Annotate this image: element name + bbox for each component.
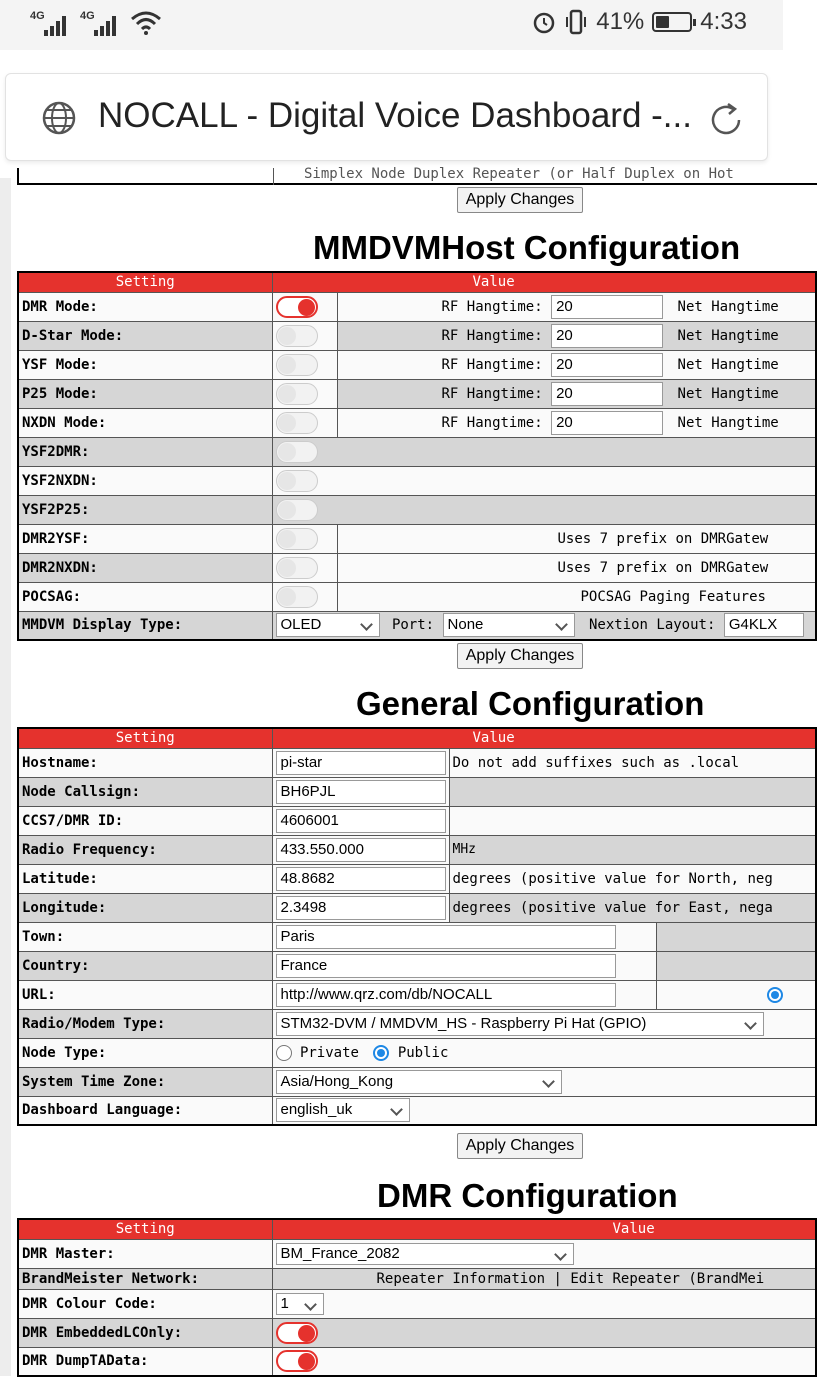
dmr-config-table <box>17 1218 817 1377</box>
dmr2nxdn-note: Uses 7 prefix on DMRGatew <box>337 553 816 582</box>
dmr-master-label: DMR Master: <box>18 1239 272 1268</box>
ysf2p25-toggle[interactable] <box>276 499 318 521</box>
ccs7-label: CCS7/DMR ID: <box>18 806 272 835</box>
general-heading: General Configuration <box>356 685 705 722</box>
colour-code-select[interactable]: 1 <box>276 1293 324 1315</box>
net-hangtime-label: Net Hangtime <box>677 414 779 431</box>
nxdn-mode-toggle[interactable] <box>276 412 318 434</box>
network-type-label: 4G <box>30 10 45 22</box>
colour-code-label: DMR Colour Code: <box>18 1289 272 1318</box>
battery-percent: 41% <box>596 8 645 35</box>
wifi-icon <box>130 10 162 36</box>
modem-row <box>18 1009 816 1038</box>
country-label: Country: <box>18 951 272 980</box>
country-input[interactable]: France <box>276 954 616 978</box>
display-type-select[interactable]: OLED <box>276 613 380 637</box>
cross-mode-row <box>18 437 816 466</box>
reload-icon[interactable] <box>706 100 746 140</box>
cross-mode-label: YSF2NXDN: <box>18 466 272 495</box>
brandmeister-label: BrandMeister Network: <box>18 1268 272 1289</box>
dmr-master-row <box>18 1239 816 1268</box>
node-type-label: Node Type: <box>18 1038 272 1067</box>
public-label: Public <box>397 1044 449 1061</box>
longitude-label: Longitude: <box>18 893 272 922</box>
globe-icon <box>42 101 76 135</box>
clock: 4:33 <box>700 8 747 35</box>
rf-hangtime-label: RF Hangtime: <box>441 414 543 431</box>
apply-changes-button[interactable]: Apply Changes <box>457 1133 583 1159</box>
signal-icon <box>30 10 70 36</box>
cross-mode-row <box>18 553 816 582</box>
latitude-input[interactable]: 48.8682 <box>276 867 446 891</box>
status-bar <box>0 0 783 50</box>
node-type-row <box>18 1038 816 1067</box>
cross-mode-row <box>18 495 816 524</box>
rf-hangtime-input[interactable]: 20 <box>551 411 663 435</box>
cross-mode-row <box>18 582 816 611</box>
mmdvm-config-table <box>17 271 817 641</box>
embedded-lc-row <box>18 1318 816 1347</box>
timezone-select[interactable]: Asia/Hong_Kong <box>276 1070 562 1094</box>
ysf2dmr-toggle[interactable] <box>276 441 318 463</box>
mode-label: DMR Mode: <box>18 292 272 321</box>
scroll-edge <box>0 178 11 1376</box>
dump-ta-label: DMR DumpTAData: <box>18 1347 272 1376</box>
rf-hangtime-label: RF Hangtime: <box>441 356 543 373</box>
embedded-lc-label: DMR EmbeddedLCOnly: <box>18 1318 272 1347</box>
latitude-label: Latitude: <box>18 864 272 893</box>
mode-row <box>18 408 816 437</box>
longitude-input[interactable]: 2.3498 <box>276 896 446 920</box>
public-radio[interactable] <box>373 1045 389 1061</box>
ysf-mode-toggle[interactable] <box>276 354 318 376</box>
network-type-label: 4G <box>80 10 95 22</box>
longitude-note: degrees (positive value for East, nega <box>449 893 816 922</box>
dashboard-page <box>0 166 783 1376</box>
p25-mode-toggle[interactable] <box>276 383 318 405</box>
frequency-unit: MHz <box>449 835 816 864</box>
pocsag-note: POCSAG Paging Features <box>337 582 816 611</box>
mode-label: NXDN Mode: <box>18 408 272 437</box>
display-type-row <box>18 611 816 640</box>
ysf2nxdn-toggle[interactable] <box>276 470 318 492</box>
signal-icon <box>80 10 120 36</box>
rf-hangtime-input[interactable]: 20 <box>551 382 663 406</box>
language-select[interactable]: english_uk <box>276 1098 410 1122</box>
browser-address-bar[interactable] <box>5 73 768 161</box>
dstar-mode-toggle[interactable] <box>276 325 318 347</box>
language-row <box>18 1096 816 1125</box>
embedded-lc-toggle[interactable] <box>276 1322 318 1344</box>
mode-label: D-Star Mode: <box>18 321 272 350</box>
apply-changes-button[interactable]: Apply Changes <box>457 643 583 669</box>
display-type-label: MMDVM Display Type: <box>18 611 272 640</box>
timezone-label: System Time Zone: <box>18 1067 272 1096</box>
ccs7-input[interactable]: 4606001 <box>276 809 446 833</box>
port-select[interactable]: None <box>443 613 575 637</box>
modem-label: Radio/Modem Type: <box>18 1009 272 1038</box>
hostname-label: Hostname: <box>18 748 272 777</box>
language-label: Dashboard Language: <box>18 1096 272 1125</box>
dmr2ysf-note: Uses 7 prefix on DMRGatew <box>337 524 816 553</box>
net-hangtime-label: Net Hangtime <box>677 356 779 373</box>
col-value: Value <box>272 1219 816 1239</box>
cross-mode-label: YSF2DMR: <box>18 437 272 466</box>
frequency-input[interactable]: 433.550.000 <box>276 838 446 862</box>
callsign-row <box>18 777 816 806</box>
dump-ta-toggle[interactable] <box>276 1350 318 1372</box>
previous-row: Simplex Node Duplex Repeater (or Half Duplex on Hot <box>17 168 817 185</box>
mode-label: YSF Mode: <box>18 350 272 379</box>
town-label: Town: <box>18 922 272 951</box>
cross-mode-row <box>18 524 816 553</box>
timezone-row <box>18 1067 816 1096</box>
dmr-heading: DMR Configuration <box>377 1177 678 1214</box>
latitude-row <box>18 864 816 893</box>
cross-mode-label: DMR2YSF: <box>18 524 272 553</box>
col-value: Value <box>272 728 816 748</box>
rf-hangtime-label: RF Hangtime: <box>441 385 543 402</box>
url-row <box>18 980 816 1009</box>
net-hangtime-label: Net Hangtime <box>677 385 779 402</box>
cross-mode-row <box>18 466 816 495</box>
page-title: NOCALL - Digital Voice Dashboard -... <box>98 96 692 135</box>
cross-mode-label: DMR2NXDN: <box>18 553 272 582</box>
dmr2ysf-toggle[interactable] <box>276 528 318 550</box>
brandmeister-row <box>18 1268 816 1289</box>
general-config-table <box>17 727 817 1126</box>
frequency-label: Radio Frequency: <box>18 835 272 864</box>
latitude-note: degrees (positive value for North, neg <box>449 864 816 893</box>
hostname-note: Do not add suffixes such as .local <box>449 748 816 777</box>
dmr-mode-toggle[interactable] <box>276 296 318 318</box>
colour-code-row <box>18 1289 816 1318</box>
pocsag-toggle[interactable] <box>276 586 318 608</box>
mmdvm-heading: MMDVMHost Configuration <box>313 229 741 266</box>
mode-row <box>18 350 816 379</box>
private-radio[interactable] <box>276 1045 292 1061</box>
mode-row <box>18 321 816 350</box>
mode-row <box>18 379 816 408</box>
port-label: Port: <box>391 617 435 634</box>
ccs7-row <box>18 806 816 835</box>
alarm-icon <box>532 10 556 34</box>
url-input[interactable]: http://www.qrz.com/db/NOCALL <box>276 983 616 1007</box>
url-label: URL: <box>18 980 272 1009</box>
mode-label: P25 Mode: <box>18 379 272 408</box>
country-row <box>18 951 816 980</box>
rf-hangtime-input[interactable]: 20 <box>551 324 663 348</box>
dmr-master-select[interactable]: BM_France_2082 <box>276 1243 574 1265</box>
battery-icon <box>652 12 692 32</box>
net-hangtime-label: Net Hangtime <box>677 298 779 315</box>
hostname-row <box>18 748 816 777</box>
rf-hangtime-label: RF Hangtime: <box>441 298 543 315</box>
net-hangtime-label: Net Hangtime <box>677 327 779 344</box>
mode-row <box>18 292 816 321</box>
dump-ta-row <box>18 1347 816 1376</box>
callsign-label: Node Callsign: <box>18 777 272 806</box>
url-auto-radio[interactable] <box>767 987 783 1003</box>
rf-hangtime-label: RF Hangtime: <box>441 327 543 344</box>
frequency-row <box>18 835 816 864</box>
apply-changes-button[interactable]: Apply Changes <box>457 187 583 213</box>
rf-hangtime-input[interactable]: 20 <box>551 353 663 377</box>
col-setting: Setting <box>18 1219 272 1239</box>
callsign-input[interactable]: BH6PJL <box>276 780 446 804</box>
longitude-row <box>18 893 816 922</box>
cross-mode-label: POCSAG: <box>18 582 272 611</box>
brandmeister-links[interactable]: Repeater Information | Edit Repeater (BrandMei <box>272 1268 816 1289</box>
cross-mode-label: YSF2P25: <box>18 495 272 524</box>
rf-hangtime-input[interactable]: 20 <box>551 295 663 319</box>
nextion-layout-select[interactable]: G4KLX <box>724 613 804 637</box>
col-setting: Setting <box>18 728 272 748</box>
private-label: Private <box>299 1044 359 1061</box>
town-input[interactable]: Paris <box>276 925 616 949</box>
col-value: Value <box>272 272 816 292</box>
col-setting: Setting <box>18 272 272 292</box>
town-row <box>18 922 816 951</box>
modem-select[interactable]: STM32-DVM / MMDVM_HS - Raspberry Pi Hat (GPIO) <box>276 1012 764 1036</box>
vibrate-icon <box>564 9 588 35</box>
nextion-layout-label: Nextion Layout: <box>588 617 716 634</box>
dmr2nxdn-toggle[interactable] <box>276 557 318 579</box>
hostname-input[interactable]: pi-star <box>276 751 446 775</box>
